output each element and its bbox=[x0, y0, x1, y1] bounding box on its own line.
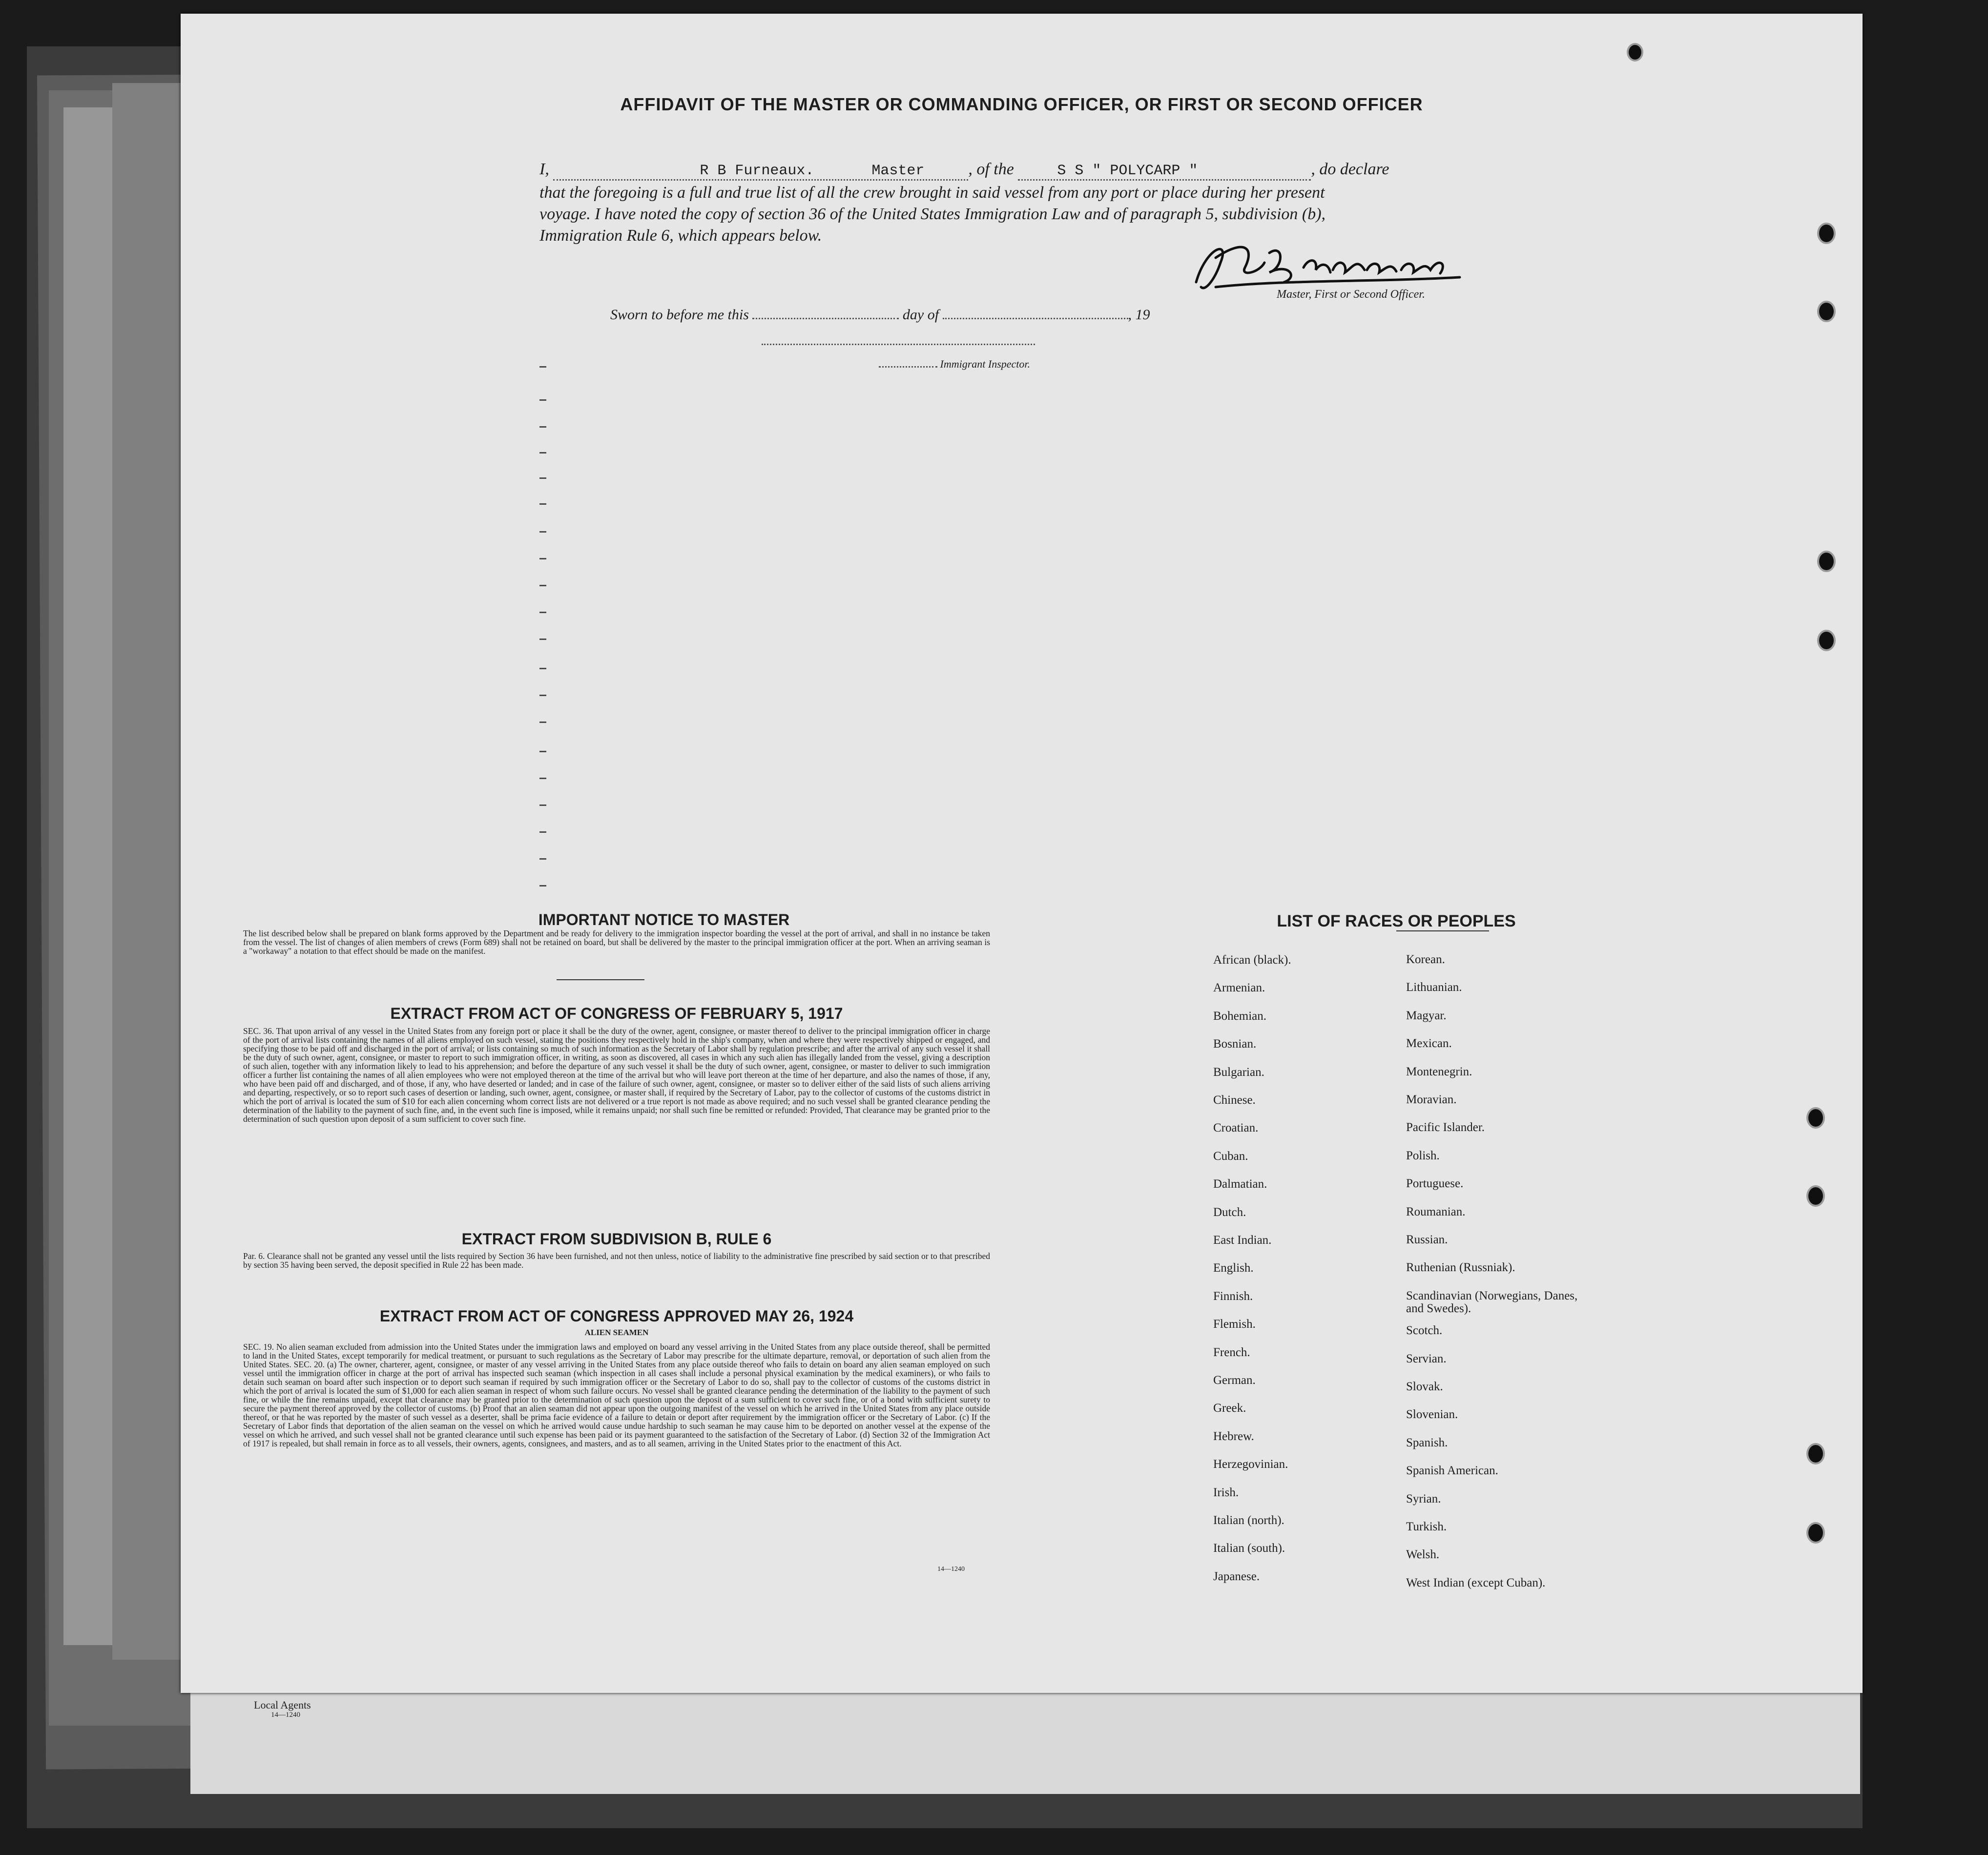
bleed-mark bbox=[539, 612, 546, 613]
race-item: Magyar. bbox=[1406, 1009, 1447, 1022]
affidavit-sheet bbox=[181, 14, 1863, 1693]
signature-caption: Master, First or Second Officer. bbox=[1277, 288, 1425, 301]
race-item: Ruthenian (Russniak). bbox=[1406, 1261, 1515, 1275]
race-item: Bulgarian. bbox=[1213, 1065, 1264, 1079]
race-item: Slovenian. bbox=[1406, 1408, 1458, 1422]
signature-text: R B Furneaux bbox=[1479, 228, 1482, 229]
race-item: West Indian (except Cuban). bbox=[1406, 1576, 1546, 1589]
race-item: Armenian. bbox=[1213, 981, 1265, 995]
bleed-mark bbox=[539, 778, 546, 779]
bleed-mark bbox=[539, 426, 546, 428]
sworn-month-field bbox=[943, 318, 1128, 319]
race-item: Welsh. bbox=[1406, 1548, 1440, 1562]
bleed-mark bbox=[539, 858, 546, 860]
inspector-signature-line bbox=[762, 344, 1035, 345]
race-item: Scotch. bbox=[1406, 1324, 1443, 1338]
punch-hole bbox=[1817, 551, 1836, 572]
race-item: Herzegovinian. bbox=[1213, 1458, 1288, 1471]
declaration-prefix: I, bbox=[539, 160, 549, 178]
race-item: Dutch. bbox=[1213, 1205, 1246, 1219]
notice-title: IMPORTANT NOTICE TO MASTER bbox=[538, 911, 790, 928]
inspector-dots bbox=[879, 366, 937, 368]
bleed-mark bbox=[539, 695, 546, 696]
extract-1917-title: EXTRACT FROM ACT OF CONGRESS OF FEBRUARY 5, 1917 bbox=[390, 1005, 843, 1022]
race-item: Finnish. bbox=[1213, 1289, 1253, 1303]
race-item: Croatian. bbox=[1213, 1121, 1259, 1135]
vessel-field bbox=[1018, 163, 1311, 181]
bleed-mark bbox=[539, 751, 546, 752]
notice-text: The list described below shall be prepared on blank forms approved by the Department and be ready for delivery to the immigration inspector boarding the vessel at the port of arrival, and shall in no instance be taken from the vessel. The list of changes of alien members of crews (Form 689) shall not be retained on board, but shall be delivered by the master to the principal immigration officer at the port. When an arriving seaman is a "workaway" a notation to that effect should be made on the manifest. bbox=[243, 928, 990, 956]
race-item: East Indian. bbox=[1213, 1234, 1272, 1247]
race-item: Spanish American. bbox=[1406, 1464, 1498, 1478]
sworn-text: Sworn to before me this bbox=[610, 307, 749, 323]
race-item: Russian. bbox=[1406, 1233, 1448, 1246]
bleed-mark bbox=[539, 477, 546, 479]
form-number: 14—1240 bbox=[271, 1711, 300, 1719]
sworn-line bbox=[610, 307, 1150, 323]
race-item: Chinese. bbox=[1213, 1093, 1256, 1107]
race-item: Irish. bbox=[1213, 1485, 1239, 1499]
race-item: Turkish. bbox=[1406, 1520, 1447, 1533]
master-signature bbox=[1186, 228, 1482, 297]
declaration-line-3: voyage. I have noted the copy of section 36 of the United States Immigration Law and of paragraph 5, subdivision (b), bbox=[539, 205, 1326, 223]
punch-hole bbox=[1817, 223, 1836, 244]
race-item: Cuban. bbox=[1213, 1149, 1248, 1163]
race-item: Flemish. bbox=[1213, 1318, 1256, 1331]
extract-1924-title: EXTRACT FROM ACT OF CONGRESS APPROVED MAY 26, 1924 bbox=[379, 1307, 854, 1325]
race-item: Greek. bbox=[1213, 1402, 1246, 1415]
affidavit-title: AFFIDAVIT OF THE MASTER OR COMMANDING OFFICER, OR FIRST OR SECOND OFFICER bbox=[620, 94, 1423, 114]
race-item: French. bbox=[1213, 1345, 1250, 1359]
rule-6-title: EXTRACT FROM SUBDIVISION B, RULE 6 bbox=[461, 1230, 772, 1248]
race-item: English. bbox=[1213, 1261, 1254, 1275]
race-item: Scandinavian (Norwegians, Danes, and Swedes). bbox=[1406, 1289, 1578, 1315]
race-item: Hebrew. bbox=[1213, 1429, 1254, 1443]
race-item: Roumanian. bbox=[1406, 1205, 1466, 1218]
race-item: Japanese. bbox=[1213, 1569, 1260, 1583]
race-item: African (black). bbox=[1213, 953, 1291, 967]
race-item: German. bbox=[1213, 1374, 1256, 1387]
race-item: Dalmatian. bbox=[1213, 1177, 1267, 1191]
bleed-mark bbox=[539, 399, 546, 401]
race-item: Portuguese. bbox=[1406, 1177, 1464, 1191]
form-number: 14—1240 bbox=[937, 1566, 965, 1573]
divider bbox=[557, 979, 644, 980]
bleed-mark bbox=[539, 885, 546, 886]
left-edge-sheet bbox=[63, 107, 117, 1645]
vessel-name: S S " POLYCARP " bbox=[1057, 163, 1198, 179]
inspector-line bbox=[879, 358, 1030, 371]
declaration-line-2: that the foregoing is a full and true list of all the crew brought in said vessel from any port or place during her present bbox=[539, 184, 1325, 202]
bleed-mark bbox=[539, 668, 546, 669]
divider bbox=[1396, 930, 1489, 931]
bleed-mark bbox=[539, 531, 546, 533]
bleed-mark bbox=[539, 503, 546, 505]
year-text: , 19 bbox=[1128, 307, 1150, 323]
bleed-mark bbox=[539, 831, 546, 833]
race-item: Pacific Islander. bbox=[1406, 1121, 1485, 1134]
punch-hole bbox=[1806, 1107, 1825, 1129]
punch-hole bbox=[1806, 1185, 1825, 1207]
day-of-text: day of bbox=[902, 307, 939, 323]
master-name-field bbox=[553, 163, 968, 181]
extract-1917-text: SEC. 36. That upon arrival of any vessel in the United States from any foreign port or place it shall be the duty of the owner, agent, consignee, or master thereof to deliver to the principal immigration officer in charge of the port of arrival lists containing the names of all aliens employed on such vessel, stating the positions they respectively hold in the ship's company, when and where they were respectively shipped or engaged, and specifying those to be paid off and discharged in the port of arrival; or lists containing so much of such information as the Secretary of Labor shall by regulation prescribe; and after the arrival of any such vessel it shall be the duty of such owner, agent, consignee, or master to report to such immigration officer, in writing, as soon as discovered, all cases in which any such alien has illegally landed from the vessel, giving a description of such alien, together with any information likely to lead to his apprehension; and before the departure of any such vessel it shall be the duty of such owner, agent, consignee, or master to deliver to such immigration officer a further list containing the names of all alien employees who were not employed thereon at the time of the arrival but who will leave port thereon at the time of her departure, and also the names of those, if any, who have been paid off and discharged, and of those, if any, who have deserted or landed; and in case of the failure of such owner, agent, consignee, or master so to deliver either of the said lists of such aliens arriving and departing, respectively, or so to report such cases of desertion or landing, such owner, agent, consignee, or master shall, if required by the Secretary of Labor, pay to the collector of customs of the customs district in which the port of arrival is located the sum of $10 for each alien concerning whom correct lists are not delivered or a true report is not made as above required; and no such vessel shall be granted clearance pending the determination of the liability to the payment of such fine, and, in the event such fine is imposed, while it remains unpaid; nor shall such fine be remitted or refunded: Provided, That clearance may be granted prior to the determination of such question upon deposit of a sum sufficient to cover such fine. bbox=[243, 1026, 990, 1124]
master-rank: Master bbox=[871, 163, 925, 179]
bleed-mark bbox=[539, 366, 546, 368]
punch-hole bbox=[1627, 43, 1643, 62]
bleed-mark bbox=[539, 804, 546, 806]
declaration-line-1 bbox=[539, 160, 1672, 181]
underlying-sheet-strip bbox=[112, 83, 186, 1660]
bleed-mark bbox=[539, 585, 546, 586]
extract-1924-text: SEC. 19. No alien seaman excluded from admission into the United States under the immigration laws and employed on board any vessel arriving in the United States from any place outside thereof, shall be permitted to land in the United States, except temporarily for medical treatment, or pursuant to such regulations as the Secretary of Labor may prescribe for the ultimate departure, removal, or deportation of such alien from the United States. SEC. 20. (a) The owner, charterer, agent, consignee, or master of any vessel arriving in the United States from any place outside thereof who fails to detain on board any alien seaman employed on such vessel until the immigration officer in charge at the port of arrival has inspected such seaman (which inspection in all cases shall include a personal physical examination by the medical examiners), or who fails to detain such seaman on board after such inspection or to deport such seaman if required by such immigration officer or the Secretary of Labor to do so, shall pay to the collector of customs of the customs district in which the port of arrival is located the sum of $1,000 for each alien seaman in respect of whom such failure occurs. No vessel shall be granted clearance pending the determination of the liability to the payment of such fine, or while the fine remains unpaid, except that clearance may be granted prior to the determination of such question upon the deposit of a sum sufficient to cover such fine, or of a bond with sufficient surety to secure the payment thereof approved by the collector of customs. (b) Proof that an alien seaman did not appear upon the outgoing manifest of the vessel on which he arrived in the United States from any place outside thereof, or that he was reported by the master of such vessel as a deserter, shall be prima facie evidence of a failure to detain or deport after requirement by the immigration officer or the Secretary of Labor. (c) If the Secretary of Labor finds that deportation of the alien seaman on the vessel on which he arrived would cause undue hardship to such seaman he may cause him to be deported on another vessel at the expense of the vessel on which he arrived, and such vessel shall not be granted clearance until such expense has been paid or its payment guaranteed to the satisfaction of the Secretary of Labor. (d) Section 32 of the Immigration Act of 1917 is repealed, but shall remain in force as to all vessels, their owners, agents, consignees, and masters, and as to all seamen, arriving in the United States prior to the enactment of this Act. bbox=[243, 1342, 990, 1448]
bleed-mark bbox=[539, 452, 546, 453]
race-item: Montenegrin. bbox=[1406, 1065, 1472, 1078]
race-item: Servian. bbox=[1406, 1352, 1447, 1365]
alien-seamen-subtitle: ALIEN SEAMEN bbox=[584, 1328, 649, 1337]
immigrant-inspector-label: Immigrant Inspector. bbox=[940, 358, 1031, 370]
bleed-mark bbox=[539, 639, 546, 640]
declaration-line-4: Immigration Rule 6, which appears below. bbox=[539, 227, 822, 245]
race-item: Moravian. bbox=[1406, 1093, 1457, 1106]
race-item: Bosnian. bbox=[1213, 1037, 1257, 1051]
race-item: Bohemian. bbox=[1213, 1009, 1267, 1023]
bleed-mark bbox=[539, 721, 546, 723]
race-item: Spanish. bbox=[1406, 1436, 1448, 1449]
race-item: Slovak. bbox=[1406, 1380, 1443, 1393]
local-agents-label: Local Agents bbox=[254, 1699, 311, 1711]
bleed-mark bbox=[539, 558, 546, 559]
race-item: Syrian. bbox=[1406, 1492, 1441, 1505]
races-title: LIST OF RACES OR PEOPLES bbox=[1277, 912, 1516, 930]
rule-6-text: Par. 6. Clearance shall not be granted any vessel until the lists required by Section 36 have been furnished, and not then unless, notice of liability to the administrative fine prescribed by said section or to that prescribed by section 35 having been served, the deposit specified in Rule 22 has been made. bbox=[243, 1251, 990, 1270]
master-name: R B Furneaux. bbox=[700, 163, 814, 179]
punch-hole bbox=[1806, 1522, 1825, 1544]
punch-hole bbox=[1817, 301, 1836, 322]
race-item: Polish. bbox=[1406, 1149, 1440, 1162]
do-declare-text: , do declare bbox=[1311, 160, 1389, 178]
sworn-day-field bbox=[752, 318, 899, 319]
punch-hole bbox=[1806, 1443, 1825, 1464]
race-item: Italian (south). bbox=[1213, 1542, 1285, 1555]
race-item: Lithuanian. bbox=[1406, 981, 1462, 994]
of-the-text: , of the bbox=[968, 160, 1014, 178]
race-item: Mexican. bbox=[1406, 1037, 1452, 1051]
race-item: Korean. bbox=[1406, 953, 1445, 966]
punch-hole bbox=[1817, 630, 1836, 651]
race-item: Italian (north). bbox=[1213, 1514, 1284, 1527]
